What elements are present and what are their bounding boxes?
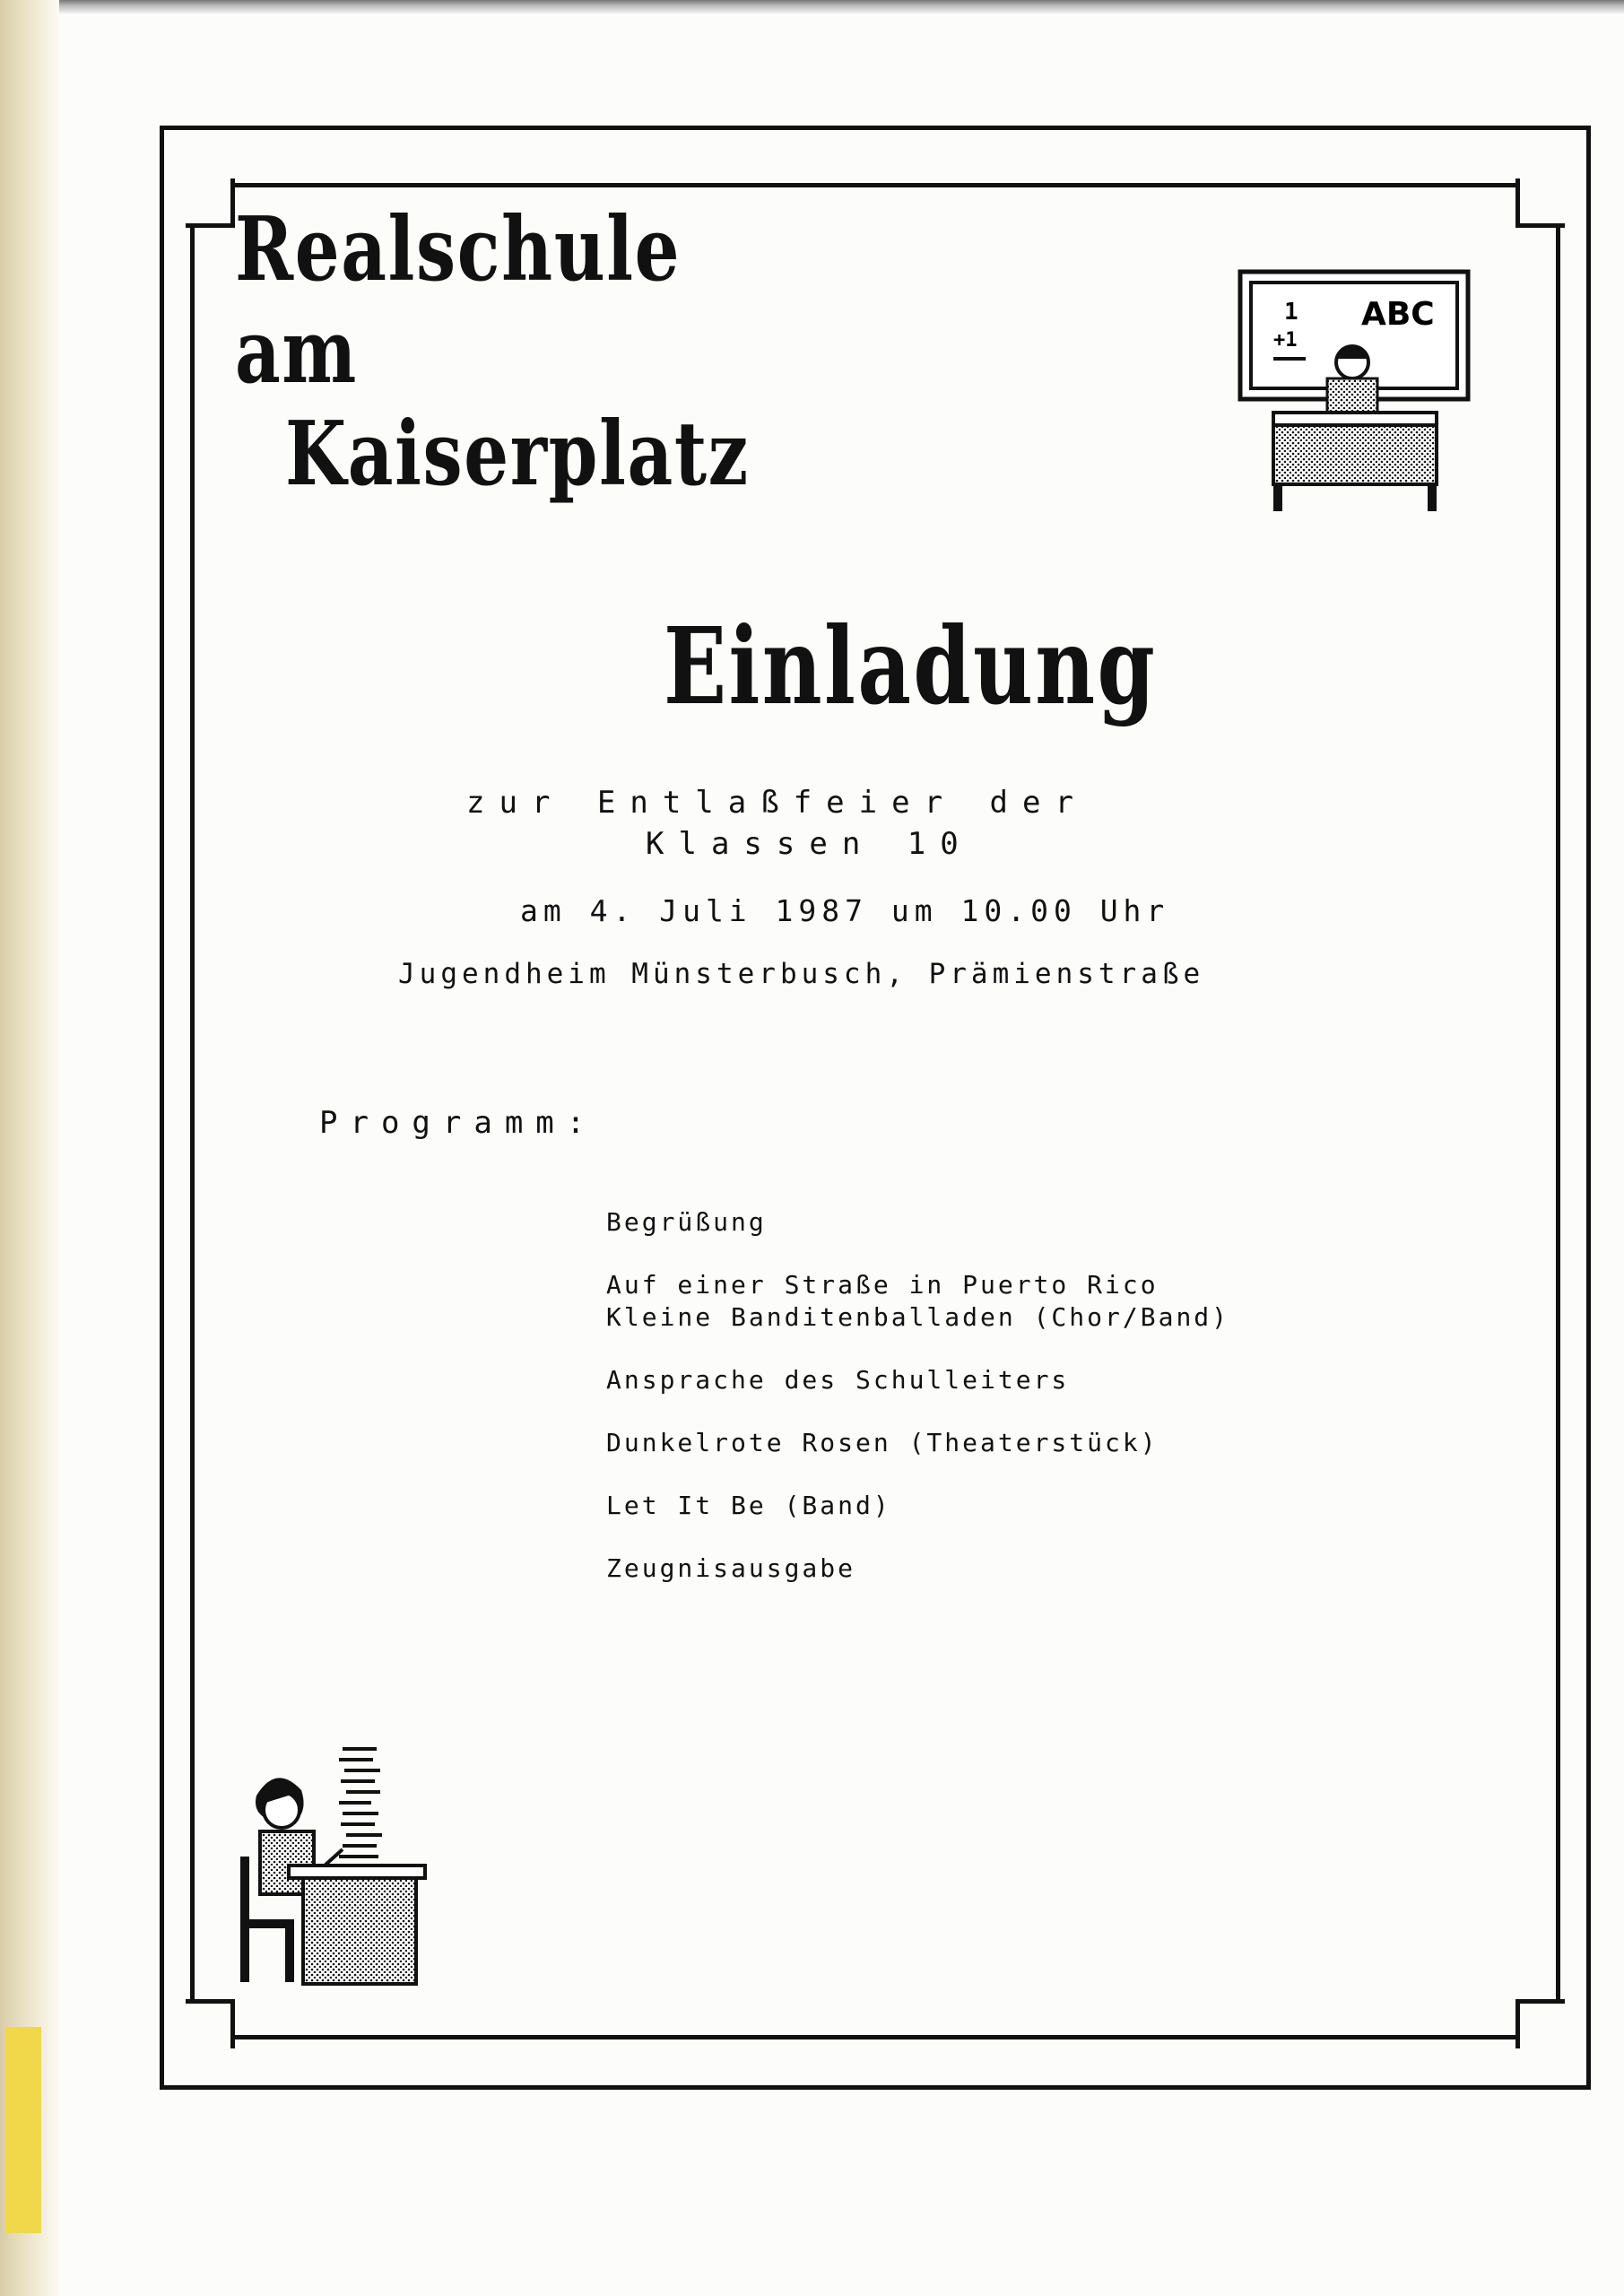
- occasion-line2: Klassen 10: [646, 826, 973, 862]
- program-item: Begrüßung: [606, 1207, 767, 1237]
- board-plus-one: +1: [1273, 329, 1298, 352]
- program-item: Auf einer Straße in Puerto Rico Kleine Banditenballaden (Chor/Band): [606, 1270, 1230, 1332]
- event-date: am 4. Juli 1987 um 10.00 Uhr: [520, 893, 1170, 928]
- occasion-text: [466, 782, 1273, 865]
- student-desk-icon: [235, 1731, 432, 1991]
- frame-corner-notch: [186, 1999, 235, 2048]
- binder-spine: [0, 0, 59, 2296]
- teacher-blackboard-icon: [1238, 269, 1471, 517]
- binder-tab: [5, 2027, 41, 2233]
- program-item: Dunkelrote Rosen (Theaterstück): [606, 1428, 1159, 1457]
- event-venue: Jugendheim Münsterbusch, Prämienstraße: [398, 958, 1205, 990]
- program-item: Zeugnisausgabe: [606, 1553, 856, 1583]
- frame-corner-notch: [1515, 1999, 1565, 2048]
- occasion-line1: zur Entlaßfeier der: [466, 785, 1088, 821]
- program-item: Ansprache des Schulleiters: [606, 1365, 1070, 1395]
- frame-corner-notch: [1515, 178, 1565, 228]
- scan-shadow: [59, 0, 1624, 14]
- program-heading: Programm:: [319, 1105, 598, 1141]
- program-list: [606, 1206, 1229, 1615]
- frame-corner-notch: [186, 178, 235, 228]
- board-digit: 1: [1284, 299, 1298, 326]
- board-abc: ABC: [1361, 296, 1435, 333]
- program-item: Let It Be (Band): [606, 1491, 891, 1520]
- invitation-heading: Einladung: [664, 604, 1158, 728]
- school-name-line1: Realschule am: [235, 198, 682, 404]
- school-name-line2: Kaiserplatz: [285, 403, 750, 506]
- school-name: [235, 198, 750, 506]
